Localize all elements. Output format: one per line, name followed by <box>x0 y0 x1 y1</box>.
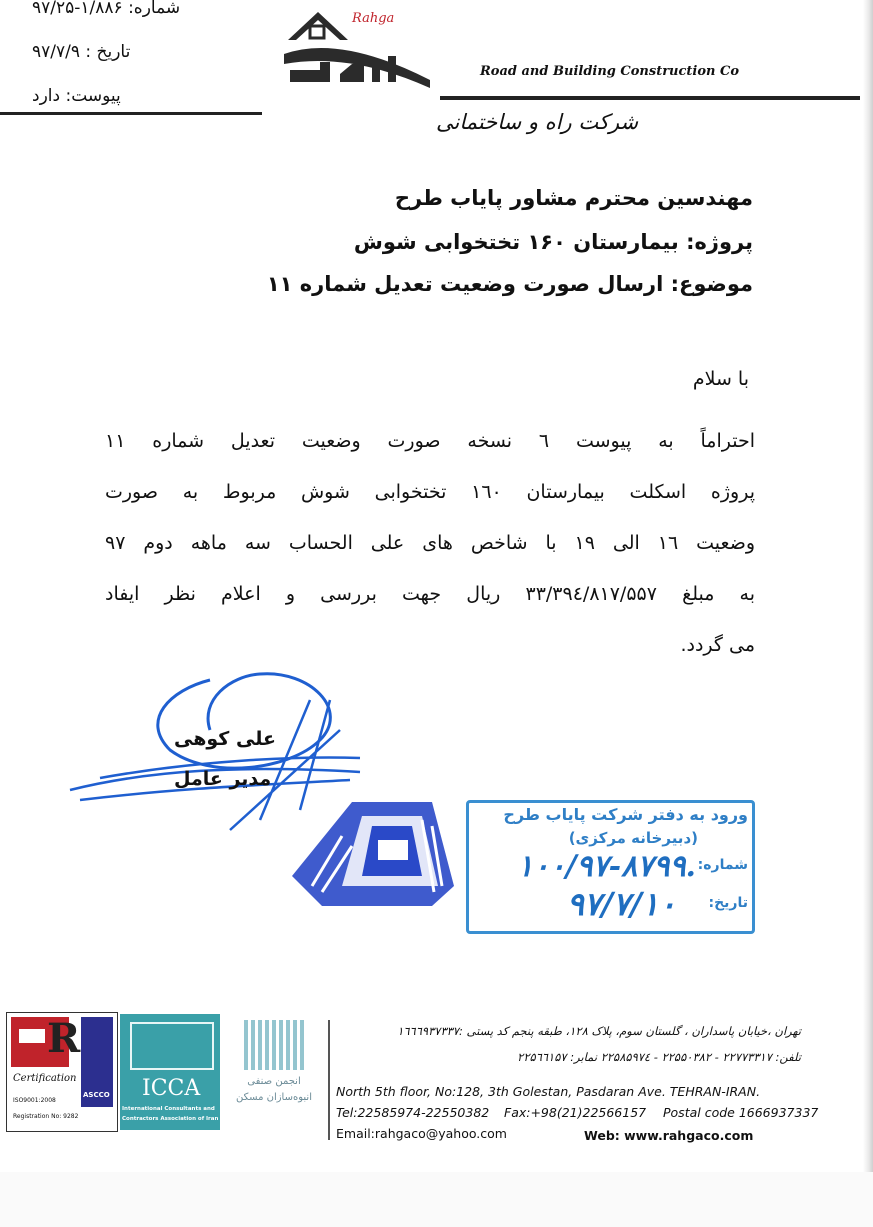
letter-number: شماره: ۱/۸۸۶-۹۷/۲۵ <box>32 0 181 18</box>
body-line: پروژه اسکلت بیمارستان ۱٦٠ تختخوابی شوش مربوط به صورت <box>105 481 755 503</box>
certification-logo <box>6 1012 118 1132</box>
stamp-number-value: ۱۰۰/۹۷-۸۷۹۹. <box>517 849 696 884</box>
company-name-en: Road and Building Construction Co <box>480 64 740 79</box>
subject-line: موضوع: ارسال صورت وضعیت تعدیل شماره ۱۱ <box>266 272 753 296</box>
footer-divider <box>328 1020 330 1140</box>
letter-body <box>105 416 755 671</box>
stamp-date-label: تاریخ: <box>708 895 748 911</box>
page-bottom-shade <box>0 1172 873 1227</box>
stamp-title: ورود به دفتر شرکت پایاب طرح <box>503 805 748 824</box>
body-line: وضعیت ۱٦ الی ۱۹ با شاخص های علی الحساب سه ماهه دوم ۹۷ <box>105 532 756 554</box>
cert-label: Certification <box>13 1073 77 1084</box>
letter-attachment: پیوست: دارد <box>32 86 121 106</box>
signatory-name: علی کوهی <box>174 728 276 750</box>
body-line: به مبلغ ۳۳/۳۹٤/۸۱۷/۵۵۷ ریال جهت بررسی و اعلام نظر ایفاد <box>105 583 755 605</box>
company-seal-stamp <box>282 796 462 914</box>
project-line: پروژه: بیمارستان ۱۶۰ تختخوابی شوش <box>353 230 753 254</box>
logo-latin-text: Rahga <box>352 11 395 26</box>
ascco-mark: ASCCO <box>81 1017 113 1107</box>
association-mark <box>244 1020 304 1070</box>
signatory-title: مدیر عامل <box>174 768 272 790</box>
stamp-number-label: شماره: <box>697 857 748 873</box>
iso-label: ISO9001:2008 <box>13 1097 56 1104</box>
stamp-date-value: ۹۷/۷/۱۰ <box>566 885 676 923</box>
footer-fax: Fax:+98(21)22566157 <box>504 1105 647 1120</box>
registration-number: Registration No: 9282 <box>13 1113 79 1120</box>
footer-email[interactable]: Email:rahgaco@yahoo.com <box>336 1126 507 1141</box>
footer-address-fa: تهران ،خیابان پاسداران ، گلستان سوم، پلاک ۱۲۸، طبقه پنجم کد پستی :۱٦٦٦۹۳۷۳۳۷ <box>397 1024 801 1038</box>
icca-logo: ICCA International Consultants and Contractors Association of Iran <box>120 1014 220 1130</box>
footer-phones-fa: تلفن: ۲۲۷۷۳۳۱۷ - ۲۲۵۵۰۳۸۲ - ۲۲۵۸۵۹۷٤ نمابر: ۲۲۵٦٦۱۵۷ <box>517 1050 801 1064</box>
footer-postal-code: Postal code 1666937337 <box>663 1105 819 1120</box>
letter-date: تاریخ : ۹۷/۷/۹ <box>32 42 131 62</box>
company-name-fa: شرکت راه و ساختمانی <box>436 110 639 134</box>
stamp-subtitle: (دبیرخانه مرکزی) <box>568 829 698 847</box>
icca-text: ICCA <box>142 1076 201 1101</box>
page-edge-shadow <box>863 0 873 1180</box>
body-line: می گردد. <box>680 634 755 656</box>
greeting: با سلام <box>692 368 749 390</box>
header-left-rule <box>0 112 262 115</box>
footer-address-en: North 5th floor, No:128, 3th Golestan, Pasdaran Ave. TEHRAN-IRAN. <box>336 1084 761 1099</box>
body-line: احتراماً به پیوست ٦ نسخه صورت وضعیت تعدیل شماره ۱۱ <box>105 430 755 452</box>
recipient-line: مهندسین محترم مشاور پایاب طرح <box>394 186 753 210</box>
footer-website[interactable]: Web: www.rahgaco.com <box>584 1128 754 1143</box>
cert-r-glyph: R <box>47 1015 81 1062</box>
builders-association-logo: انجمن صنفی انبوه‌سازان مسکن <box>236 1020 312 1120</box>
footer-tel: Tel:22585974-22550382 <box>336 1105 490 1120</box>
header-right-rule <box>440 96 860 100</box>
receipt-stamp <box>466 800 755 934</box>
